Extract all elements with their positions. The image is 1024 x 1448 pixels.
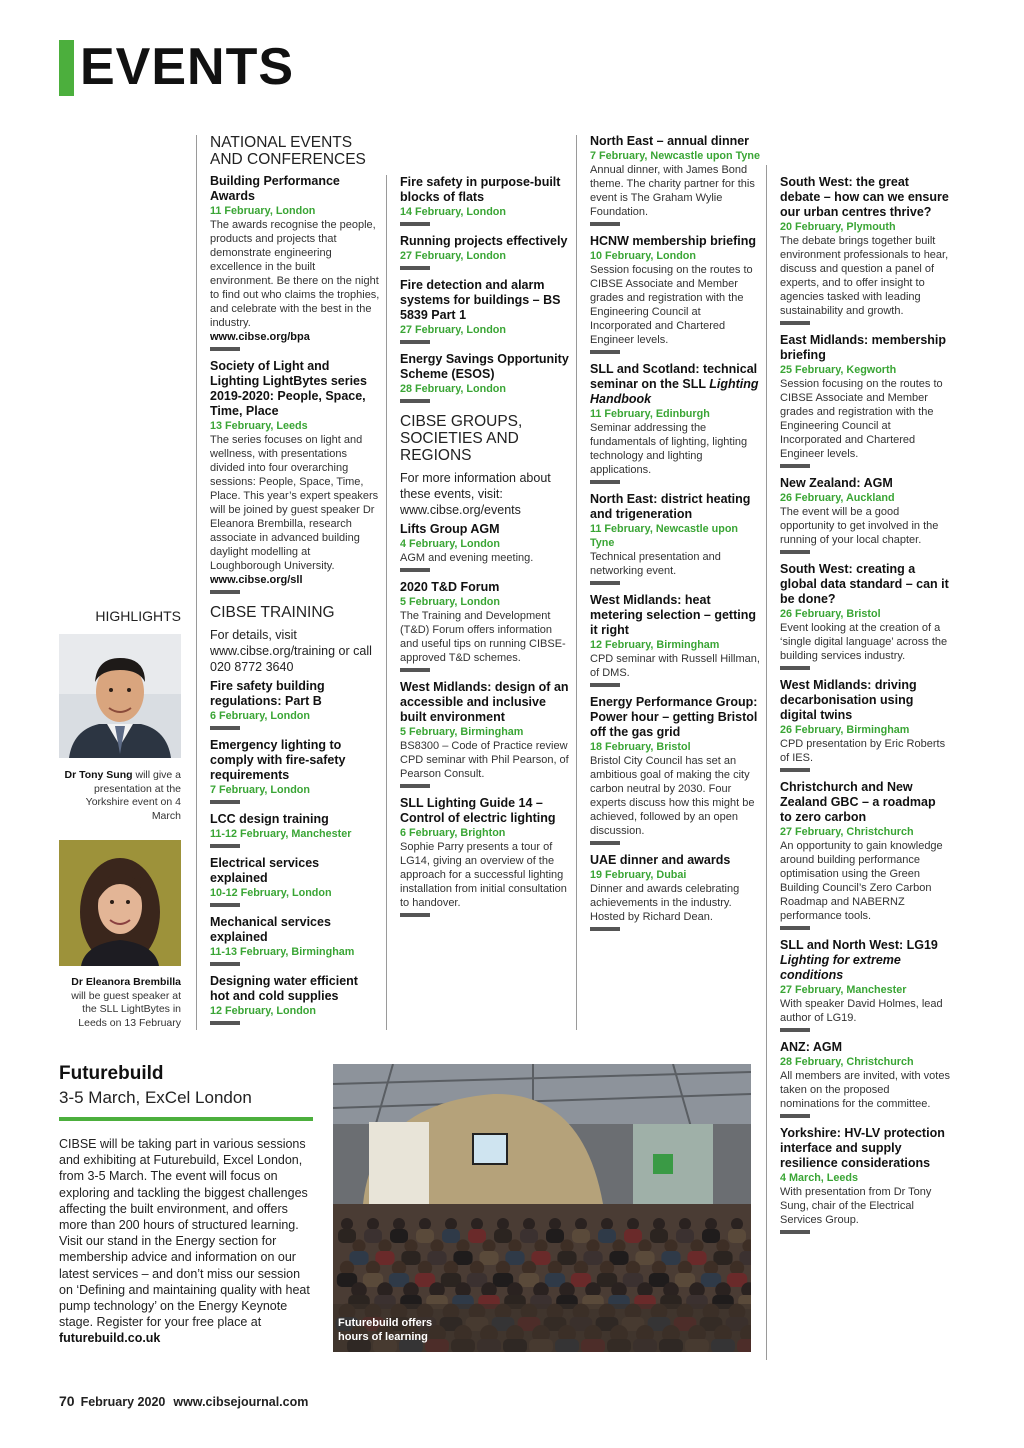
event-date: 11-13 February, Birmingham bbox=[210, 946, 355, 958]
event-separator bbox=[400, 340, 430, 344]
event-item bbox=[400, 796, 570, 917]
event-title: Building Performance Awards bbox=[210, 174, 340, 203]
event-description: An opportunity to gain knowledge around building performance optimisation using the Green Building Council’s Zero Carbon Roadmap and NABERNZ performance tools. bbox=[780, 840, 943, 922]
event-item bbox=[590, 234, 760, 354]
futurebuild-rule bbox=[59, 1117, 313, 1121]
event-item bbox=[400, 175, 570, 226]
event-description: Sophie Parry presents a tour of LG14, giving an overview of the approach for a successful lighting installation from initial consultation to handover. bbox=[400, 841, 567, 909]
event-separator bbox=[780, 464, 810, 468]
event-item bbox=[590, 853, 760, 931]
event-separator bbox=[400, 399, 430, 403]
event-item bbox=[400, 234, 570, 270]
event-separator bbox=[400, 568, 430, 572]
event-item bbox=[780, 476, 950, 554]
event-title: SLL and Scotland: technical seminar on the SLL Lighting Handbook bbox=[590, 362, 759, 406]
event-title: HCNW membership briefing bbox=[590, 234, 756, 248]
portrait-tony-sung bbox=[59, 634, 181, 758]
event-separator bbox=[210, 844, 240, 848]
event-title: Running projects effectively bbox=[400, 234, 568, 248]
event-description: BS8300 – Code of Practice review CPD seminar with Phil Pearson, of Pearson Consult. bbox=[400, 740, 569, 780]
event-description: Annual dinner, with James Bond theme. The charity partner for this event is The Graham Wylie Foundation. bbox=[590, 164, 755, 218]
event-description: Technical presentation and networking event. bbox=[590, 551, 721, 577]
futurebuild-body: CIBSE will be taking part in various sessions and exhibiting at Futurebuild, Excel London, from 3-5 March. The event will focus on exploring and tackling the biggest challenges affecting the built environment, and offers more than 200 hours of structured learning. Visit our stand in the Energy section for membership advice and information on our latest services – and don’t miss our session on ‘Defining and maintaining quality with heat pump technology’ on the Energy Keynote stage. Register for your free place at futurebuild.co.uk bbox=[59, 1137, 310, 1346]
event-title: Electrical services explained bbox=[210, 856, 320, 885]
event-separator bbox=[210, 903, 240, 907]
futurebuild-photo bbox=[333, 1064, 751, 1352]
event-separator bbox=[780, 666, 810, 670]
event-date: 14 February, London bbox=[400, 206, 506, 218]
event-description: The Training and Development (T&D) Forum offers information and useful tips on running CIBSE-approved T&D schemes. bbox=[400, 610, 566, 664]
event-date: 12 February, Birmingham bbox=[590, 639, 720, 651]
event-date: 27 February, Manchester bbox=[780, 984, 907, 996]
event-date: 20 February, Plymouth bbox=[780, 221, 896, 233]
event-description: CPD seminar with Russell Hillman, of DMS. bbox=[590, 653, 760, 679]
event-separator bbox=[210, 962, 240, 966]
event-description: Bristol City Council has set an ambitious goal of making the city carbon neutral by 2030. Four experts discuss how this might be achieved, followed by an open discussion. bbox=[590, 755, 755, 837]
event-separator bbox=[210, 347, 240, 351]
event-title: UAE dinner and awards bbox=[590, 853, 731, 867]
event-date: 11 February, London bbox=[210, 205, 316, 217]
event-title: West Midlands: driving decarbonisation using digital twins bbox=[780, 678, 917, 722]
event-separator bbox=[400, 913, 430, 917]
event-title: Designing water efficient hot and cold supplies bbox=[210, 974, 358, 1003]
event-description: The awards recognise the people, products and projects that demonstrate engineering excellence in the built environment. Be there on the night to find out who claims the trophies, and celebrate with the best in the industry. bbox=[210, 219, 380, 329]
event-title: South West: the great debate – how can we ensure our urban centres thrive? bbox=[780, 175, 949, 219]
event-separator bbox=[590, 841, 620, 845]
event-title: Fire safety building regulations: Part B bbox=[210, 679, 325, 708]
event-item bbox=[780, 1040, 950, 1118]
event-date: 26 February, Bristol bbox=[780, 608, 881, 620]
event-separator bbox=[400, 222, 430, 226]
futurebuild-title: Futurebuild bbox=[59, 1063, 164, 1084]
event-title: Fire detection and alarm systems for buildings – BS 5839 Part 1 bbox=[400, 278, 561, 322]
event-date: 27 February, Christchurch bbox=[780, 826, 914, 838]
event-separator bbox=[780, 321, 810, 325]
event-description: CPD presentation by Eric Roberts of IES. bbox=[780, 738, 946, 764]
event-title: ANZ: AGM bbox=[780, 1040, 843, 1054]
event-date: 10-12 February, London bbox=[210, 887, 332, 899]
event-title: North East – annual dinner bbox=[590, 134, 750, 148]
event-separator bbox=[400, 784, 430, 788]
column-divider bbox=[386, 175, 387, 1030]
event-date: 26 February, Birmingham bbox=[780, 724, 910, 736]
event-date: 7 February, Newcastle upon Tyne bbox=[590, 150, 760, 162]
event-description: All members are invited, with votes taken on the proposed nominations for the committee. bbox=[780, 1070, 950, 1110]
column-divider bbox=[766, 165, 767, 1360]
event-description: Seminar addressing the fundamentals of lighting, lighting technology and lighting applications. bbox=[590, 422, 748, 476]
column-divider bbox=[196, 135, 197, 1030]
event-description: The debate brings together built environment professionals to hear, discuss and question a panel of experts, and to offer insight to agencies tasked with leading sustainability and growth. bbox=[780, 235, 949, 317]
event-item bbox=[400, 680, 570, 788]
event-item bbox=[780, 938, 950, 1032]
event-description: Session focusing on the routes to CIBSE Associate and Member grades and registration with the Engineering Council at Incorporated and Chartered Engineer levels. bbox=[780, 378, 943, 460]
page-number: 70 bbox=[59, 1393, 75, 1409]
event-item bbox=[210, 856, 380, 907]
event-separator bbox=[210, 590, 240, 594]
event-title: Emergency lighting to comply with fire-safety requirements bbox=[210, 738, 346, 782]
event-item bbox=[210, 174, 380, 351]
event-title: East Midlands: membership briefing bbox=[780, 333, 947, 362]
event-date: 25 February, Kegworth bbox=[780, 364, 897, 376]
event-item bbox=[590, 134, 760, 226]
event-title: Energy Performance Group: Power hour – getting Bristol off the gas grid bbox=[590, 695, 758, 739]
event-description: With presentation from Dr Tony Sung, chair of the Electrical Services Group. bbox=[780, 1186, 932, 1226]
event-description: Dinner and awards celebrating achievements in the industry. Hosted by Richard Dean. bbox=[590, 883, 740, 923]
event-description: Event looking at the creation of a ‘single digital language’ across the building services industry. bbox=[780, 622, 948, 662]
event-separator bbox=[400, 668, 430, 672]
event-title: Christchurch and New Zealand GBC – a roadmap to zero carbon bbox=[780, 780, 936, 824]
event-date: 27 February, London bbox=[400, 250, 506, 262]
event-date: 28 February, London bbox=[400, 383, 506, 395]
event-title: Lifts Group AGM bbox=[400, 522, 500, 536]
event-link[interactable]: www.cibse.org/bpa bbox=[210, 331, 310, 343]
event-item bbox=[210, 915, 380, 966]
event-item bbox=[590, 593, 760, 687]
event-item bbox=[780, 562, 950, 670]
event-title: South West: creating a global data standard – can it be done? bbox=[780, 562, 949, 606]
event-title: Mechanical services explained bbox=[210, 915, 331, 944]
training-intro: For details, visit www.cibse.org/training or call 020 8772 3640 bbox=[210, 628, 372, 674]
column-courses-groups bbox=[400, 175, 570, 925]
event-title: 2020 T&D Forum bbox=[400, 580, 500, 594]
event-date: 11 February, Edinburgh bbox=[590, 408, 710, 420]
event-date: 4 March, Leeds bbox=[780, 1172, 859, 1184]
event-description: The event will be a good opportunity to get involved in the running of your local chapter. bbox=[780, 506, 939, 546]
event-item bbox=[210, 738, 380, 804]
event-item bbox=[400, 352, 570, 403]
column-regional-events-1 bbox=[590, 134, 760, 939]
event-item bbox=[400, 580, 570, 672]
event-item bbox=[780, 1126, 950, 1234]
event-separator bbox=[590, 480, 620, 484]
event-date: 6 February, Brighton bbox=[400, 827, 506, 839]
event-item bbox=[590, 695, 760, 845]
event-description: Session focusing on the routes to CIBSE Associate and Member grades and registration with the Engineering Council at Incorporated and Chartered Engineer levels. bbox=[590, 264, 753, 346]
event-item bbox=[590, 362, 760, 484]
event-date: 10 February, London bbox=[590, 250, 696, 262]
event-separator bbox=[590, 927, 620, 931]
event-date: 13 February, Leeds bbox=[210, 420, 308, 432]
page-title: EVENTS bbox=[80, 38, 295, 96]
event-title: Yorkshire: HV-LV protection interface and supply resilience considerations bbox=[780, 1126, 945, 1170]
futurebuild-photo-caption: Futurebuild offers hours of learning bbox=[338, 1317, 433, 1343]
column-regional-events-2 bbox=[780, 175, 950, 1242]
event-separator bbox=[780, 550, 810, 554]
event-date: 28 February, Christchurch bbox=[780, 1056, 914, 1068]
event-date: 27 February, London bbox=[400, 324, 506, 336]
event-separator bbox=[210, 1021, 240, 1025]
column-national-events bbox=[210, 134, 380, 1033]
highlights-label: HIGHLIGHTS bbox=[95, 608, 181, 624]
event-description: AGM and evening meeting. bbox=[400, 552, 534, 564]
event-link[interactable]: www.cibse.org/sll bbox=[210, 574, 303, 586]
event-date: 18 February, Bristol bbox=[590, 741, 691, 753]
groups-intro: For more information about these events, visit: www.cibse.org/events bbox=[400, 471, 551, 517]
event-title: New Zealand: AGM bbox=[780, 476, 893, 490]
event-separator bbox=[780, 926, 810, 930]
section-heading-training: CIBSE TRAINING bbox=[210, 604, 335, 621]
event-item bbox=[210, 812, 380, 848]
event-title: West Midlands: design of an accessible and inclusive built environment bbox=[400, 680, 569, 724]
event-item bbox=[780, 678, 950, 772]
event-item bbox=[590, 492, 760, 585]
event-description: With speaker David Holmes, lead author of LG19. bbox=[780, 998, 943, 1024]
event-date: 11 February, Newcastle upon Tyne bbox=[590, 523, 739, 549]
event-title: West Midlands: heat metering selection – getting it right bbox=[590, 593, 757, 637]
futurebuild-link[interactable]: futurebuild.co.uk bbox=[59, 1331, 161, 1346]
event-date: 5 February, Birmingham bbox=[400, 726, 524, 738]
event-item bbox=[780, 780, 950, 930]
portrait-eleanora-brembilla bbox=[59, 840, 181, 966]
event-title: Society of Light and Lighting LightBytes series 2019-2020: People, Space, Time, Place bbox=[210, 359, 367, 418]
event-separator bbox=[780, 1230, 810, 1234]
event-date: 5 February, London bbox=[400, 596, 500, 608]
event-separator bbox=[590, 683, 620, 687]
event-title: SLL Lighting Guide 14 – Control of electric lighting bbox=[400, 796, 556, 825]
event-title: Energy Savings Opportunity Scheme (ESOS) bbox=[400, 352, 569, 381]
event-date: 11-12 February, Manchester bbox=[210, 828, 352, 840]
event-item bbox=[400, 522, 570, 572]
event-separator bbox=[210, 726, 240, 730]
event-title: SLL and North West: LG19 Lighting for extreme conditions bbox=[780, 938, 938, 982]
event-title: LCC design training bbox=[210, 812, 329, 826]
event-date: 12 February, London bbox=[210, 1005, 316, 1017]
event-separator bbox=[780, 1028, 810, 1032]
event-separator bbox=[400, 266, 430, 270]
header-accent-bar bbox=[59, 40, 74, 96]
event-item bbox=[210, 359, 380, 594]
event-item bbox=[780, 175, 950, 325]
event-title: Fire safety in purpose-built blocks of flats bbox=[400, 175, 561, 204]
event-date: 7 February, London bbox=[210, 784, 310, 796]
event-description: The series focuses on light and wellness, with presentations divided into four overarching sessions: People, Space, Time, Place. This year’s expert speakers will be joined by guest speaker Dr Eleanora Brembilla, research associate in advanced building daylight modelling at Loughborough University. bbox=[210, 434, 379, 572]
event-separator bbox=[590, 222, 620, 226]
event-date: 19 February, Dubai bbox=[590, 869, 687, 881]
event-date: 4 February, London bbox=[400, 538, 500, 550]
issue-date: February 2020 bbox=[80, 1395, 166, 1409]
event-separator bbox=[780, 768, 810, 772]
section-heading-groups: CIBSE GROUPS, SOCIETIES AND REGIONS bbox=[400, 413, 523, 464]
event-separator bbox=[590, 350, 620, 354]
event-separator bbox=[210, 800, 240, 804]
event-date: 6 February, London bbox=[210, 710, 310, 722]
event-item bbox=[780, 333, 950, 468]
caption-eleanora-brembilla: Dr Eleanora Brembilla will be guest speaker at the SLL LightBytes in Leeds on 13 February bbox=[71, 976, 181, 1029]
event-item bbox=[400, 278, 570, 344]
futurebuild-subtitle: 3-5 March, ExCel London bbox=[59, 1088, 252, 1107]
page-footer bbox=[59, 1393, 308, 1409]
event-date: 26 February, Auckland bbox=[780, 492, 895, 504]
event-separator bbox=[780, 1114, 810, 1118]
section-heading-national: NATIONAL EVENTS AND CONFERENCES bbox=[210, 134, 366, 168]
event-item bbox=[210, 974, 380, 1025]
footer-url[interactable]: www.cibsejournal.com bbox=[173, 1395, 309, 1409]
column-divider bbox=[576, 135, 577, 1030]
event-separator bbox=[590, 581, 620, 585]
caption-tony-sung: Dr Tony Sung will give a presentation at the Yorkshire event on 4 March bbox=[64, 769, 181, 822]
event-item bbox=[210, 679, 380, 730]
event-title: North East: district heating and trigeneration bbox=[590, 492, 751, 521]
